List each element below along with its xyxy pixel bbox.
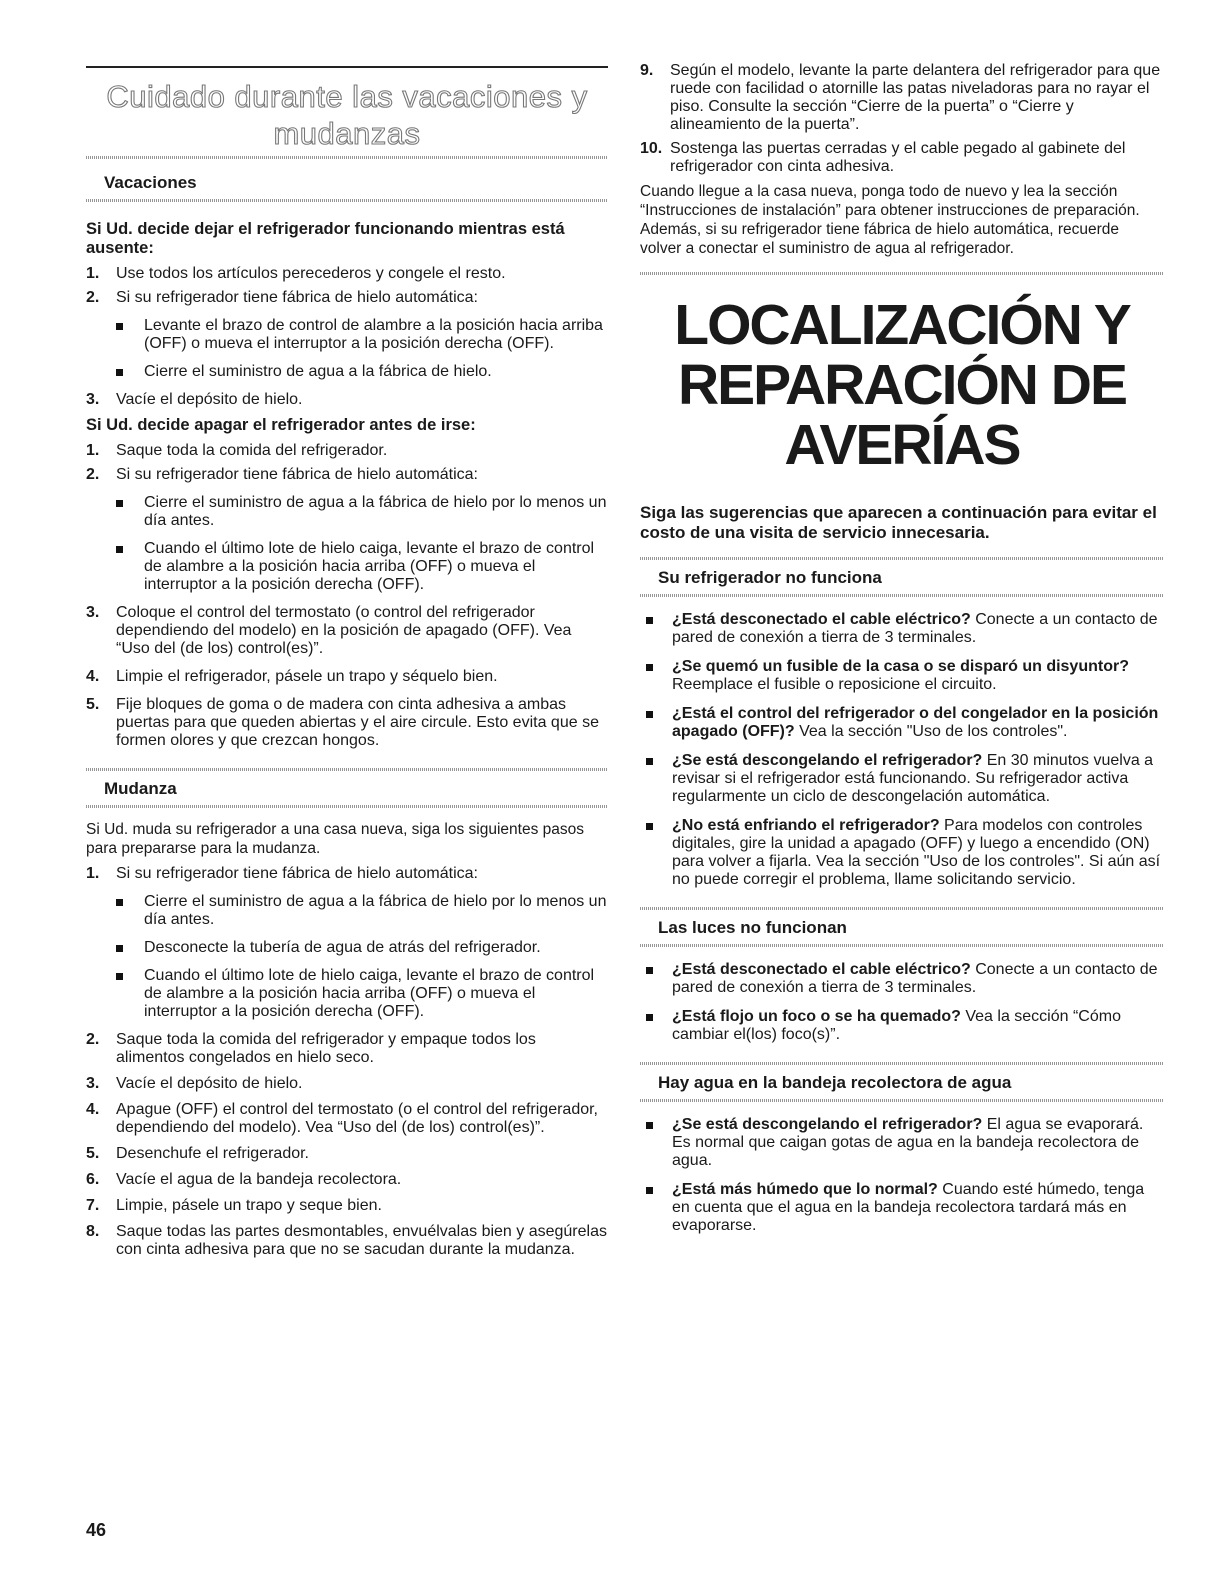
section-title <box>86 78 608 152</box>
troubleshooting-question: ¿Está desconectado el cable eléctrico? <box>672 961 971 978</box>
divider <box>640 907 1164 910</box>
numbered-item <box>86 289 608 307</box>
troubleshooting-item <box>640 658 1164 694</box>
big-title-line-2: REPARACIÓN DE <box>678 353 1126 417</box>
divider <box>86 199 608 202</box>
numbered-item <box>86 265 608 283</box>
item-number: 1. <box>86 442 100 459</box>
numbered-item <box>86 391 608 409</box>
numbered-item <box>86 1075 608 1093</box>
bullet-text: Levante el brazo de control de alambre a la posición hacia arriba (OFF) o mueva el interruptor a la posición derecha (OFF). <box>144 317 603 352</box>
left-column <box>86 156 608 1259</box>
numbered-item <box>86 442 608 460</box>
numbered-item <box>86 865 608 883</box>
subhead-vacaciones-2: Si Ud. decide apagar el refrigerador antes de irse: <box>86 416 476 434</box>
square-bullet-icon <box>116 899 123 906</box>
numbered-item <box>86 466 608 484</box>
item-number: 6. <box>86 1171 100 1188</box>
numbered-item <box>86 604 608 658</box>
troubleshooting-item <box>640 752 1164 806</box>
bullet-item <box>86 363 608 381</box>
section-heading: Su refrigerador no funciona <box>658 568 882 587</box>
square-bullet-icon <box>646 1122 653 1129</box>
numbered-item <box>86 1197 608 1215</box>
big-title-line-3: AVERÍAS <box>784 413 1020 477</box>
square-bullet-icon <box>116 500 123 507</box>
divider <box>86 805 608 808</box>
divider <box>640 272 1164 275</box>
bullet-text: Cierre el suministro de agua a la fábrica de hielo. <box>144 363 492 380</box>
item-text: Según el modelo, levante la parte delantera del refrigerador para que ruede con facilidad o atornille las patas niveladoras para no rayar el piso. Consulte la sección “Cierre de la puerta” o “Cierre y alineamiento de la puerta”. <box>670 62 1161 133</box>
item-number: 4. <box>86 1101 100 1118</box>
troubleshooting-answer: Conecte a un contacto de pared de conexión a tierra de 3 terminales. <box>672 611 1158 646</box>
divider <box>640 1099 1164 1102</box>
bullet-text: Cuando el último lote de hielo caiga, levante el brazo de control de alambre a la posición hacia arriba (OFF) o mueva el interruptor a la posición derecha (OFF). <box>144 967 595 1020</box>
numbered-item <box>640 140 1164 176</box>
item-text: Apague (OFF) el control del termostato (o el control del refrigerador, dependiendo del modelo). Vea “Uso del (de los) control(es)”. <box>116 1101 598 1136</box>
troubleshooting-answer: El agua se evaporará. Es normal que caigan gotas de agua en la bandeja recolectora de agua. <box>672 1116 1144 1169</box>
item-text: Vacíe el depósito de hielo. <box>116 391 303 408</box>
divider <box>86 156 608 159</box>
troubleshooting-item <box>640 705 1164 741</box>
section-title-line-1: Cuidado durante las vacaciones y <box>106 79 588 114</box>
item-text: Limpie el refrigerador, pásele un trapo y séquelo bien. <box>116 668 498 685</box>
item-number: 2. <box>86 1031 100 1048</box>
square-bullet-icon <box>646 617 653 624</box>
item-number: 3. <box>86 1075 100 1092</box>
item-number: 1. <box>86 265 100 282</box>
big-title <box>640 295 1164 475</box>
troubleshooting-intro: Siga las sugerencias que aparecen a continuación para evitar el costo de una visita de servicio innecesaria. <box>640 503 1157 542</box>
troubleshooting-answer: En 30 minutos vuelva a revisar si el refrigerador está funcionando. Su refrigerador activa regularmente un ciclo de descongelación automática. <box>672 752 1154 805</box>
item-text: Si su refrigerador tiene fábrica de hielo automática: <box>116 466 478 483</box>
item-text: Use todos los artículos perecederos y congele el resto. <box>116 265 506 282</box>
bullet-text: Cuando el último lote de hielo caiga, levante el brazo de control de alambre a la posición hacia arriba (OFF) o mueva el interruptor a la posición derecha (OFF). <box>144 540 595 593</box>
troubleshooting-question: ¿Está flojo un foco o se ha quemado? <box>672 1008 961 1025</box>
item-text: Coloque el control del termostato (o control del refrigerador dependiendo del modelo) en la posición de apagado (OFF). Vea “Uso del (de los) control(es)”. <box>116 604 572 657</box>
item-number: 5. <box>86 1145 100 1162</box>
section-title-line-2: mudanzas <box>273 116 421 151</box>
item-number: 9. <box>640 62 654 79</box>
troubleshooting-item <box>640 1181 1164 1235</box>
square-bullet-icon <box>646 1014 653 1021</box>
item-number: 10. <box>640 140 663 157</box>
item-text: Sostenga las puertas cerradas y el cable pegado al gabinete del refrigerador con cinta adhesiva. <box>670 140 1126 175</box>
item-number: 3. <box>86 391 100 408</box>
troubleshooting-question: ¿No está enfriando el refrigerador? <box>672 817 940 834</box>
heading-vacaciones: Vacaciones <box>104 173 197 192</box>
troubleshooting-question: ¿Está el control del refrigerador o del congelador en la posición apagado (OFF)? <box>672 705 1159 740</box>
troubleshooting-answer: Vea la sección "Uso de los controles". <box>794 723 1068 740</box>
item-number: 2. <box>86 466 100 483</box>
troubleshooting-item <box>640 961 1164 997</box>
item-number: 7. <box>86 1197 100 1214</box>
troubleshooting-question: ¿Se está descongelando el refrigerador? <box>672 1116 983 1133</box>
troubleshooting-question: ¿Se está descongelando el refrigerador? <box>672 752 983 769</box>
closing-paragraph: Cuando llegue a la casa nueva, ponga todo de nuevo y lea la sección “Instrucciones de instalación” para obtener instrucciones de preparación. Además, si su refrigerador tiene fábrica de hielo automática, recuerde volver a conectar el suministro de agua al refrigerador. <box>640 183 1140 257</box>
item-number: 3. <box>86 604 100 621</box>
square-bullet-icon <box>646 823 653 830</box>
divider <box>640 557 1164 560</box>
square-bullet-icon <box>116 369 123 376</box>
bullet-item <box>86 893 608 929</box>
bullet-item <box>86 939 608 957</box>
troubleshooting-answer: Reemplace el fusible o reposicione el circuito. <box>672 676 997 693</box>
square-bullet-icon <box>646 967 653 974</box>
divider <box>640 1062 1164 1065</box>
troubleshooting-item <box>640 817 1164 889</box>
item-text: Limpie, pásele un trapo y seque bien. <box>116 1197 382 1214</box>
troubleshooting-item <box>640 1008 1164 1044</box>
item-text: Vacíe el depósito de hielo. <box>116 1075 303 1092</box>
big-title-line-1: LOCALIZACIÓN Y <box>674 293 1130 357</box>
numbered-item <box>86 1145 608 1163</box>
bullet-text: Cierre el suministro de agua a la fábrica de hielo por lo menos un día antes. <box>144 494 607 529</box>
numbered-item <box>86 1031 608 1067</box>
divider <box>640 594 1164 597</box>
item-text: Si su refrigerador tiene fábrica de hielo automática: <box>116 289 478 306</box>
item-text: Saque toda la comida del refrigerador. <box>116 442 388 459</box>
item-text: Vacíe el agua de la bandeja recolectora. <box>116 1171 402 1188</box>
top-rule <box>86 66 608 68</box>
numbered-item <box>86 1101 608 1137</box>
square-bullet-icon <box>116 546 123 553</box>
item-text: Saque toda la comida del refrigerador y empaque todos los alimentos congelados en hielo seco. <box>116 1031 536 1066</box>
item-number: 2. <box>86 289 100 306</box>
page-number: 46 <box>86 1520 107 1540</box>
item-text: Si su refrigerador tiene fábrica de hielo automática: <box>116 865 478 882</box>
troubleshooting-item <box>640 1116 1164 1170</box>
item-text: Desenchufe el refrigerador. <box>116 1145 309 1162</box>
square-bullet-icon <box>646 664 653 671</box>
troubleshooting-question: ¿Se quemó un fusible de la casa o se disparó un disyuntor? <box>672 658 1129 675</box>
bullet-text: Desconecte la tubería de agua de atrás del refrigerador. <box>144 939 541 956</box>
mudanza-intro: Si Ud. muda su refrigerador a una casa nueva, siga los siguientes pasos para prepararse para la mudanza. <box>86 821 585 857</box>
subhead-vacaciones-1: Si Ud. decide dejar el refrigerador funcionando mientras está ausente: <box>86 220 565 257</box>
troubleshooting-answer: Conecte a un contacto de pared de conexión a tierra de 3 terminales. <box>672 961 1158 996</box>
heading-mudanza: Mudanza <box>104 779 177 798</box>
numbered-item <box>86 696 608 750</box>
troubleshooting-answer: Para modelos con controles digitales, gire la unidad a apagado (OFF) y luego a encendido (ON) para volver a fijarla. Vea la sección "Uso de los controles". Si aún así no puede corregir el problema, llame solicitando servicio. <box>672 817 1161 888</box>
right-column <box>640 62 1164 1235</box>
troubleshooting-answer: Cuando esté húmedo, tenga en cuenta que el agua en la bandeja recolectora tardará más en evaporarse. <box>672 1181 1145 1234</box>
bullet-item <box>86 540 608 594</box>
item-number: 1. <box>86 865 100 882</box>
numbered-item <box>640 62 1164 134</box>
bullet-item <box>86 494 608 530</box>
bullet-item <box>86 967 608 1021</box>
square-bullet-icon <box>116 973 123 980</box>
section-heading: Las luces no funcionan <box>658 918 847 937</box>
numbered-item <box>86 668 608 686</box>
troubleshooting-question: ¿Está más húmedo que lo normal? <box>672 1181 938 1198</box>
square-bullet-icon <box>646 758 653 765</box>
square-bullet-icon <box>116 323 123 330</box>
item-number: 5. <box>86 696 100 713</box>
troubleshooting-item <box>640 611 1164 647</box>
numbered-item <box>86 1223 608 1259</box>
square-bullet-icon <box>646 711 653 718</box>
divider <box>640 944 1164 947</box>
item-text: Fije bloques de goma o de madera con cinta adhesiva a ambas puertas para que queden abiertas y el aire circule. Esto evita que se formen olores y que crezcan hongos. <box>116 696 599 749</box>
bullet-text: Cierre el suministro de agua a la fábrica de hielo por lo menos un día antes. <box>144 893 607 928</box>
square-bullet-icon <box>646 1187 653 1194</box>
item-text: Saque todas las partes desmontables, envuélvalas bien y asegúrelas con cinta adhesiva para que no se sacudan durante la mudanza. <box>116 1223 607 1258</box>
troubleshooting-answer: Vea la sección “Cómo cambiar el(los) foco(s)”. <box>672 1008 1121 1043</box>
square-bullet-icon <box>116 945 123 952</box>
numbered-item <box>86 1171 608 1189</box>
divider <box>86 768 608 771</box>
section-heading: Hay agua en la bandeja recolectora de agua <box>658 1073 1012 1092</box>
bullet-item <box>86 317 608 353</box>
item-number: 4. <box>86 668 100 685</box>
troubleshooting-question: ¿Está desconectado el cable eléctrico? <box>672 611 971 628</box>
item-number: 8. <box>86 1223 100 1240</box>
